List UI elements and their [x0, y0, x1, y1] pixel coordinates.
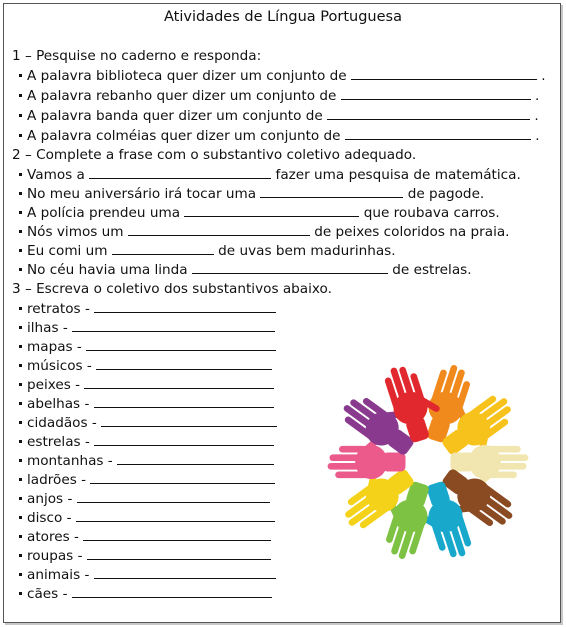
- answer-blank[interactable]: [86, 338, 276, 351]
- list-item: [19, 357, 272, 375]
- answer-blank[interactable]: [260, 185, 403, 198]
- q3-word-5: peixes -: [27, 377, 81, 393]
- q3-word-1: retratos -: [27, 301, 90, 317]
- list-item: [19, 433, 274, 451]
- answer-blank[interactable]: [192, 261, 388, 274]
- q3-word-6: abelhas -: [27, 396, 90, 412]
- q3-word-9: montanhas -: [27, 453, 113, 469]
- list-item: [19, 300, 276, 318]
- q2-item-5-end: de uvas bem madurinhas.: [218, 243, 396, 259]
- list-item: [19, 261, 472, 279]
- answer-blank[interactable]: [90, 471, 275, 484]
- answer-blank[interactable]: [94, 433, 274, 446]
- answer-blank[interactable]: [72, 319, 275, 332]
- q1-item-4-end: .: [535, 128, 540, 144]
- list-item: [19, 585, 272, 603]
- q1-item-1-end: .: [541, 68, 546, 84]
- list-item: [19, 509, 275, 527]
- answer-blank[interactable]: [184, 204, 359, 217]
- q1-item-3-text: A palavra banda quer dizer um conjunto de: [27, 108, 323, 124]
- answer-blank[interactable]: [83, 528, 271, 541]
- q3-word-7: cidadãos -: [27, 415, 97, 431]
- q1-item-3-end: .: [534, 108, 539, 124]
- q2-item-2-text: No meu aniversário irá tocar uma: [27, 186, 257, 202]
- q2-item-1-text: Vamos a: [27, 167, 85, 183]
- list-item: [19, 166, 521, 184]
- answer-blank[interactable]: [94, 395, 274, 408]
- list-item: [19, 452, 274, 470]
- q3-word-12: disco -: [27, 510, 72, 526]
- list-item: [19, 67, 546, 85]
- list-item: [19, 107, 539, 125]
- list-item: [19, 338, 276, 356]
- answer-blank[interactable]: [77, 490, 270, 503]
- list-item: [19, 528, 271, 546]
- list-item: [19, 87, 539, 105]
- answer-blank[interactable]: [341, 87, 531, 100]
- q2-heading: 2 – Complete a frase com o substantivo coletivo adequado.: [12, 147, 417, 163]
- answer-blank[interactable]: [94, 566, 276, 579]
- list-item: [19, 185, 484, 203]
- q2-item-2-end: de pagode.: [407, 186, 485, 202]
- answer-blank[interactable]: [101, 414, 277, 427]
- list-item: [19, 204, 500, 222]
- q3-word-11: anjos -: [27, 491, 73, 507]
- q2-item-5-text: Eu comi um: [27, 243, 108, 259]
- q3-word-2: ilhas -: [27, 320, 68, 336]
- list-item: [19, 471, 275, 489]
- answer-blank[interactable]: [327, 107, 530, 120]
- q1-heading: 1 – Pesquise no caderno e responda:: [12, 48, 262, 64]
- answer-blank[interactable]: [72, 585, 272, 598]
- list-item: [19, 395, 274, 413]
- q3-word-15: animais -: [27, 567, 90, 583]
- list-item: [19, 127, 540, 145]
- list-item: [19, 376, 274, 394]
- q3-word-14: roupas -: [27, 548, 83, 564]
- answer-blank[interactable]: [117, 452, 274, 465]
- q2-item-6-text: No céu havia uma linda: [27, 262, 188, 278]
- q1-item-2-end: .: [535, 88, 540, 104]
- q1-item-2-text: A palavra rebanho quer dizer um conjunto de: [27, 88, 337, 104]
- list-item: [19, 414, 277, 432]
- answer-blank[interactable]: [94, 300, 276, 313]
- answer-blank[interactable]: [87, 547, 271, 560]
- q3-word-13: atores -: [27, 529, 79, 545]
- list-item: [19, 547, 271, 565]
- answer-blank[interactable]: [84, 376, 274, 389]
- answer-blank[interactable]: [96, 357, 272, 370]
- q1-item-4-text: A palavra colméias quer dizer um conjunto de: [27, 128, 341, 144]
- q1-item-1-text: A palavra biblioteca quer dizer um conjunto de: [27, 68, 347, 84]
- answer-blank[interactable]: [112, 242, 214, 255]
- q3-word-16: cães -: [27, 586, 68, 602]
- q3-word-3: mapas -: [27, 339, 82, 355]
- list-item: [19, 566, 276, 584]
- answer-blank[interactable]: [345, 127, 531, 140]
- answer-blank[interactable]: [76, 509, 275, 522]
- answer-blank[interactable]: [128, 223, 310, 236]
- q3-word-10: ladrões -: [27, 472, 87, 488]
- q3-heading: 3 – Escreva o coletivo dos substantivos abaixo.: [12, 281, 332, 297]
- page-title: Atividades de Língua Portuguesa: [164, 9, 402, 25]
- q2-item-6-end: de estrelas.: [392, 262, 472, 278]
- q2-item-3-end: que roubava carros.: [363, 205, 500, 221]
- answer-blank[interactable]: [351, 67, 537, 80]
- list-item: [19, 242, 396, 260]
- answer-blank[interactable]: [89, 166, 271, 179]
- list-item: [19, 223, 510, 241]
- q2-item-1-end: fazer uma pesquisa de matemática.: [275, 167, 521, 183]
- q2-item-4-text: Nós vimos um: [27, 224, 124, 240]
- q2-item-3-text: A polícia prendeu uma: [27, 205, 181, 221]
- colorful-hands-image: [312, 344, 544, 580]
- q3-word-4: músicos -: [27, 358, 92, 374]
- q3-word-8: estrelas -: [27, 434, 90, 450]
- q2-item-4-end: de peixes coloridos na praia.: [314, 224, 510, 240]
- list-item: [19, 319, 275, 337]
- list-item: [19, 490, 270, 508]
